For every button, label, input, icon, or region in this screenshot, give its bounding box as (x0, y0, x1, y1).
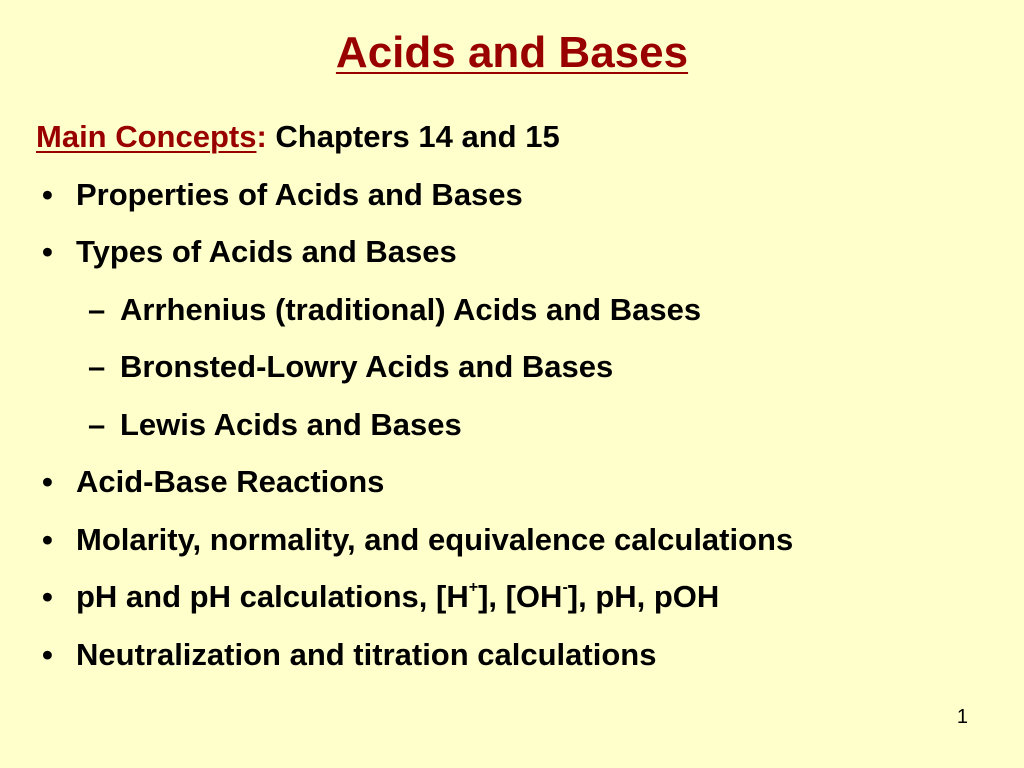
ph-text-part1: pH and pH calculations, [H (76, 579, 469, 614)
slide-content (36, 108, 1016, 683)
bullet-icon: • (42, 579, 53, 614)
bullet-text: Types of Acids and Bases (76, 234, 457, 269)
bullet-icon: • (42, 464, 53, 499)
intro-colon: : (256, 119, 267, 154)
intro-line (36, 108, 1016, 166)
bullet-icon: • (42, 521, 53, 557)
sub-item (36, 338, 1016, 396)
h-plus-superscript: + (468, 578, 479, 596)
bullet-icon: • (42, 176, 53, 212)
bullet-item (36, 223, 1016, 281)
bullet-text: Neutralization and titration calculations (76, 636, 657, 672)
slide-title: Acids and Bases (335, 28, 689, 77)
dash-icon: – (88, 406, 106, 442)
main-concepts-label: Main Concepts (36, 119, 257, 154)
sub-item (36, 281, 1016, 339)
bullet-icon: • (42, 636, 53, 672)
intro-text: Chapters 14 and 15 (266, 119, 560, 154)
bullet-item (36, 453, 1016, 511)
bullet-item (36, 626, 1016, 684)
ph-bullet-item (36, 568, 1016, 626)
dash-icon: – (88, 349, 106, 384)
bullet-item (36, 511, 1016, 569)
page-number: 1 (956, 706, 968, 728)
oh-minus-superscript: - (562, 578, 568, 596)
dash-icon: – (88, 291, 106, 327)
bullet-text: Acid-Base Reactions (76, 464, 385, 499)
bullet-icon: • (42, 234, 53, 269)
sub-item-text: Bronsted-Lowry Acids and Bases (120, 349, 614, 384)
ph-text-part3: ], pH, pOH (567, 579, 720, 614)
ph-text-part2: ], [OH (478, 579, 563, 614)
sub-item-text: Lewis Acids and Bases (120, 406, 462, 442)
sub-item-text: Arrhenius (traditional) Acids and Bases (120, 291, 702, 327)
bullet-text: Properties of Acids and Bases (76, 176, 523, 212)
bullet-item (36, 166, 1016, 224)
bullet-text: Molarity, normality, and equivalence calculations (76, 521, 794, 557)
sub-item (36, 396, 1016, 454)
